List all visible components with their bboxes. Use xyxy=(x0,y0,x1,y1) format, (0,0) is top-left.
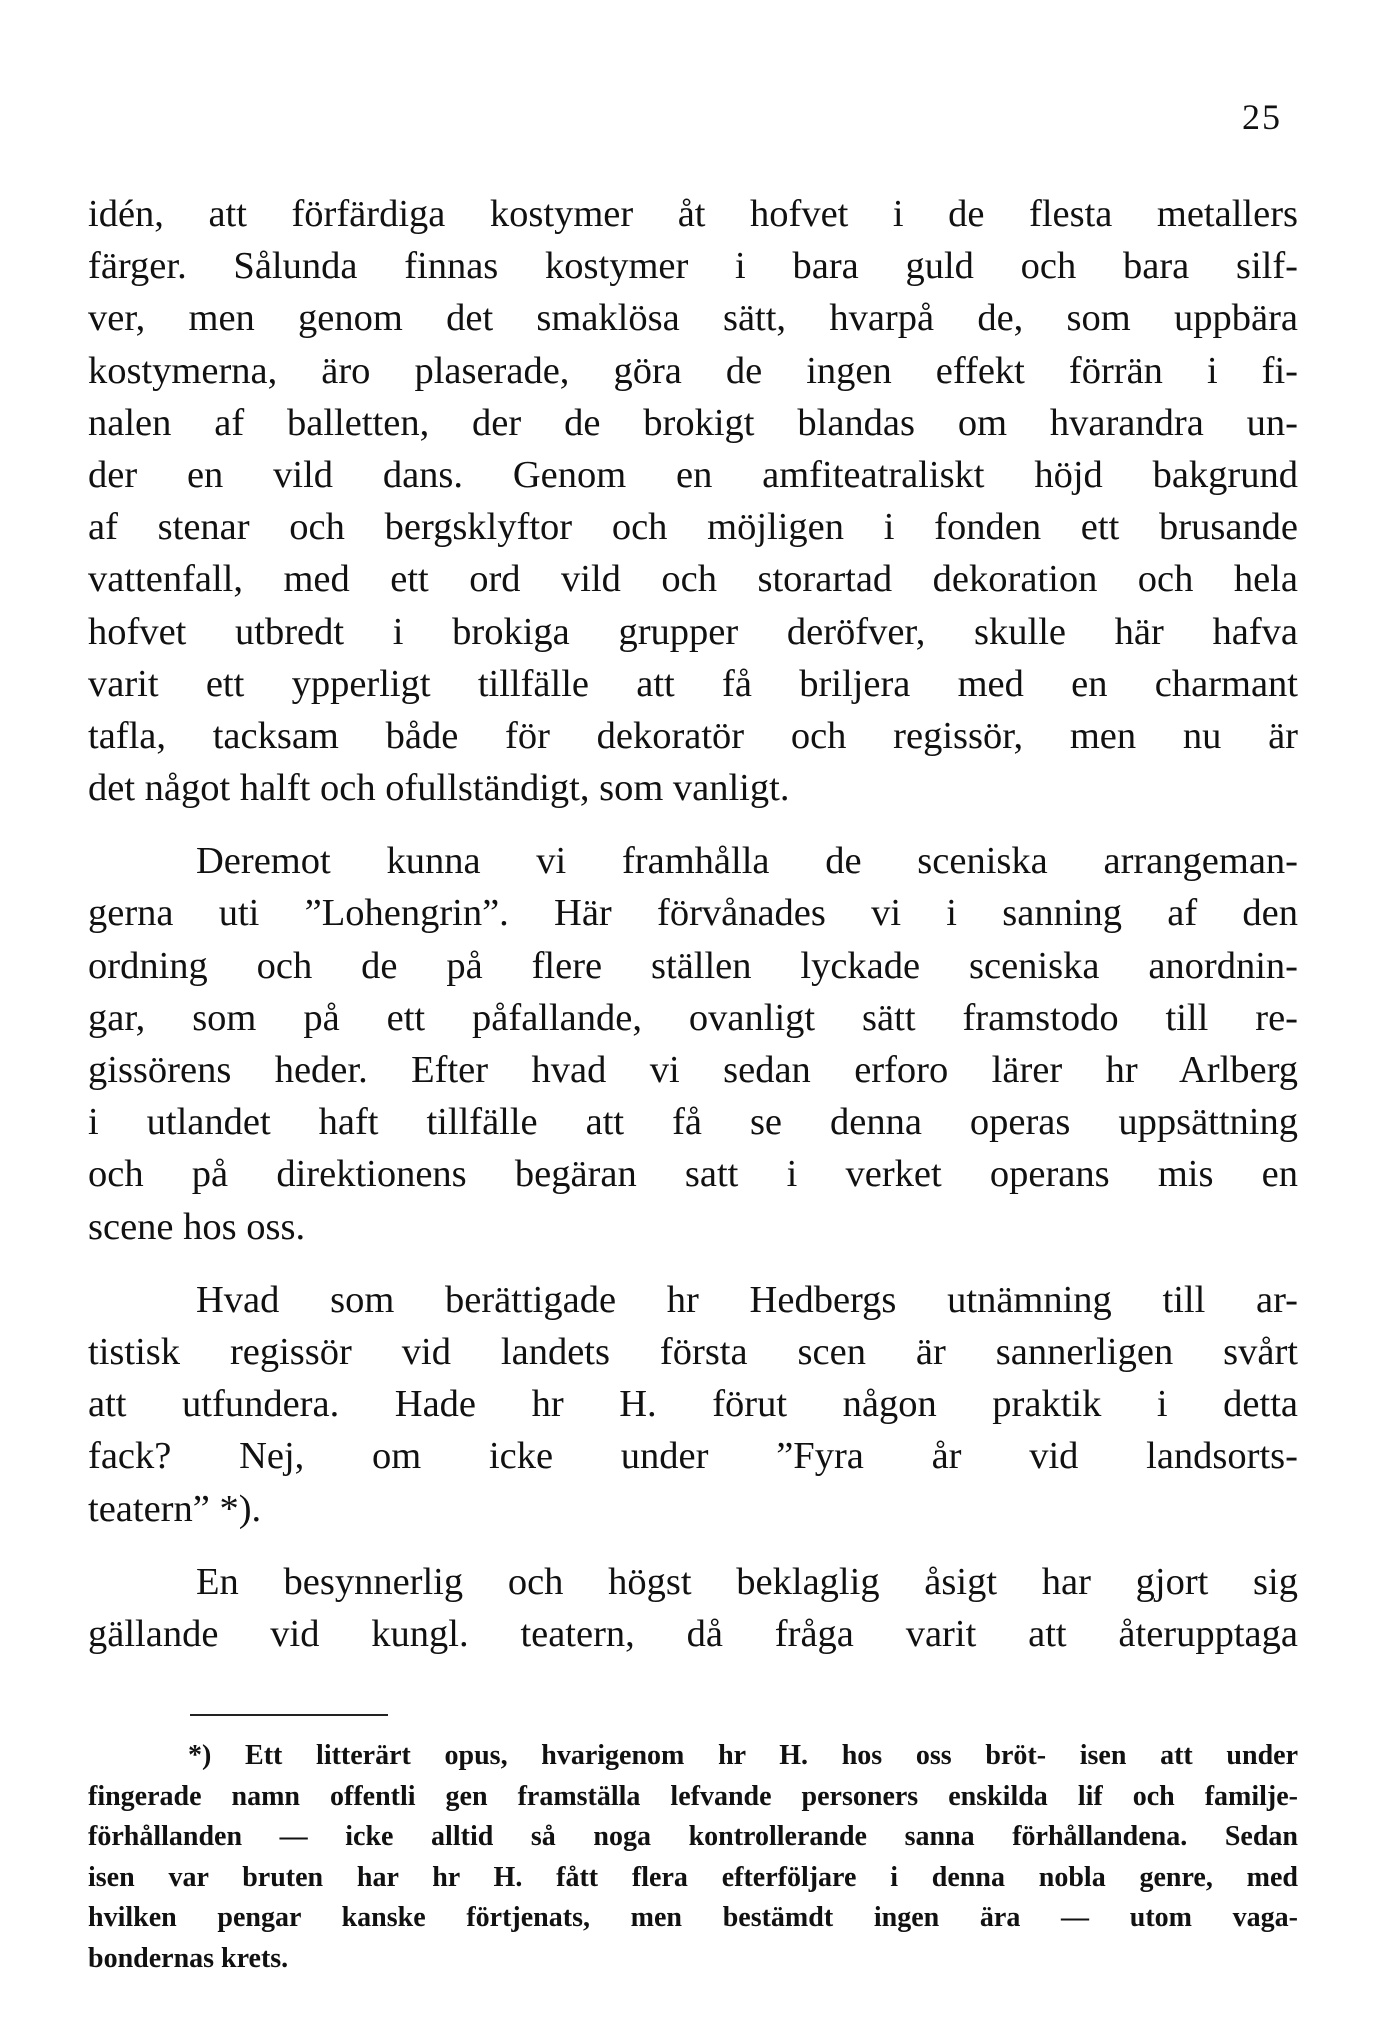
paragraph-gap xyxy=(88,814,1298,835)
text-line: Deremot kunna vi framhålla de sceniska arrangeman- xyxy=(196,840,1298,883)
text-line: färger. Sålunda finnas kostymer i bara guld och bara silf- xyxy=(88,245,1298,288)
text-line: teatern” *). xyxy=(88,1487,262,1530)
text-line: hofvet utbredt i brokiga grupper deröfver, skulle här hafva xyxy=(88,610,1298,653)
paragraph-2 xyxy=(88,835,1298,1253)
footnote-line: isen var bruten har hr H. fått flera efterföljare i denna nobla genre, med xyxy=(88,1861,1298,1893)
text-line: ordning och de på flere ställen lyckade sceniska anordnin- xyxy=(88,944,1298,987)
text-line: och på direktionens begäran satt i verket operans mis en xyxy=(88,1153,1298,1196)
text-line: gar, som på ett påfallande, ovanligt sätt framstodo till re- xyxy=(88,996,1298,1039)
text-line: det något halft och ofullständigt, som vanligt. xyxy=(88,767,790,810)
text-line: gissörens heder. Efter hvad vi sedan erforo lärer hr Arlberg xyxy=(88,1049,1298,1091)
text-line: tistisk regissör vid landets första scen är sannerligen svårt xyxy=(88,1330,1298,1373)
text-line: fack? Nej, om icke under ”Fyra år vid landsorts- xyxy=(88,1435,1298,1478)
text-line: vattenfall, med ett ord vild och storartad dekoration och hela xyxy=(88,558,1298,601)
footnote-line: *) Ett litterärt opus, hvarigenom hr H. hos oss bröt- isen att under xyxy=(188,1740,1298,1771)
text-line: varit ett ypperligt tillfälle att få briljera med en charmant xyxy=(88,662,1298,705)
paragraph-3 xyxy=(88,1274,1298,1535)
text-line: nalen af balletten, der de brokigt blandas om hvarandra un- xyxy=(88,401,1298,444)
footnote-line: förhållanden — icke alltid så noga kontrollerande sanna förhållandena. Sedan xyxy=(88,1821,1298,1852)
paragraph-gap xyxy=(88,1253,1298,1274)
text-line: tafla, tacksam både för dekoratör och regissör, men nu är xyxy=(88,714,1298,757)
text-line: Hvad som berättigade hr Hedbergs utnämning till ar- xyxy=(196,1278,1298,1321)
footnote-divider xyxy=(190,1714,388,1716)
footnote-line: bondernas krets. xyxy=(88,1942,289,1974)
text-line: af stenar och bergsklyftor och möjligen i fonden ett brusande xyxy=(88,506,1298,549)
text-line: att utfundera. Hade hr H. förut någon praktik i detta xyxy=(88,1383,1298,1426)
footnote xyxy=(88,1736,1298,1979)
page-number: 25 xyxy=(1242,97,1282,137)
text-line: gällande vid kungl. teatern, då fråga varit att återupptaga xyxy=(88,1612,1298,1655)
paragraph-1 xyxy=(88,188,1298,814)
footnote-line: hvilken pengar kanske förtjenats, men bestämdt ingen ära — utom vaga- xyxy=(88,1902,1298,1933)
footnote-line: fingerade namn offentli gen framställa lefvande personers enskilda lif och familje- xyxy=(88,1780,1298,1812)
text-line: scene hos oss. xyxy=(88,1205,306,1248)
text-line: idén, att förfärdiga kostymer åt hofvet i de flesta metallers xyxy=(88,193,1298,235)
paragraph-4 xyxy=(88,1556,1298,1660)
text-line: ver, men genom det smaklösa sätt, hvarpå de, som uppbära xyxy=(88,297,1298,340)
text-line: gerna uti ”Lohengrin”. Här förvånades vi i sanning af den xyxy=(88,892,1298,935)
text-line: En besynnerlig och högst beklaglig åsigt har gjort sig xyxy=(196,1560,1298,1603)
body-text xyxy=(88,188,1298,1660)
paragraph-gap xyxy=(88,1535,1298,1556)
text-line: kostymerna, äro plaserade, göra de ingen effekt förrän i fi- xyxy=(88,349,1298,392)
text-line: i utlandet haft tillfälle att få se denna operas uppsättning xyxy=(88,1101,1298,1144)
text-line: der en vild dans. Genom en amfiteatraliskt höjd bakgrund xyxy=(88,453,1298,496)
